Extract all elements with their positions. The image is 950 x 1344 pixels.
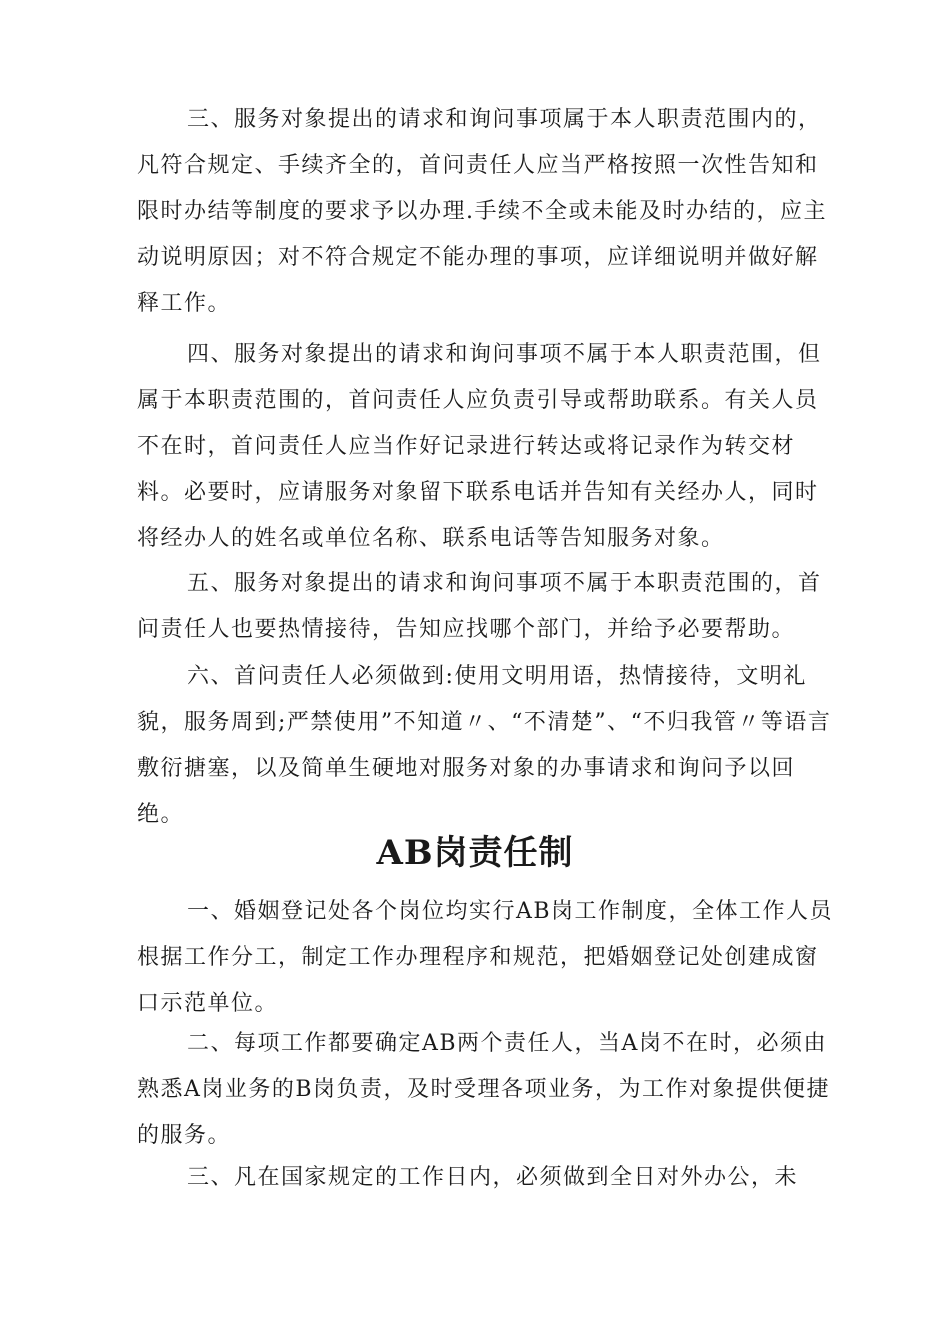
paragraph-4: 四、服务对象提出的请求和询问事项不属于本人职责范围，但属于本职责范围的，首问责任人应负责引导或帮助联系。有关人员不在时，首问责任人应当作好记录进行转达或将记录作为转交材料。必要时，应请服务对象留下联系电话并告知有关经办人，同时将经办人的姓名或单位名称、联系电话等告知服务对象。 <box>137 342 822 551</box>
ab-paragraph-2: 二、每项工作都要确定AB两个责任人，当A岗不在时，必须由熟悉A岗业务的B岗负责，及时受理各项业务，为工作对象提供便捷的服务。 <box>137 1031 831 1148</box>
paragraph-3: 三、服务对象提出的请求和询问事项属于本人职责范围内的，凡符合规定、手续齐全的，首问责任人应当严格按照一次性告知和限时办结等制度的要求予以办理.手续不全或未能及时办结的，应主动说明原因；对不符合规定不能办理的事项，应详细说明并做好解释工作。 <box>137 107 827 316</box>
ab-paragraph-1: 一、婚姻登记处各个岗位均实行AB岗工作制度，全体工作人员根据工作分工，制定工作办理程序和规范，把婚姻登记处创建成窗口示范单位。 <box>137 899 834 1016</box>
section-title: AB岗责任制 <box>376 833 574 873</box>
paragraph-6: 六、首问责任人必须做到:使用文明用语，热情接待，文明礼貌，服务周到;严禁使用”不知道〃、“不清楚”、“不归我管〃等语言敷衍搪塞，以及简单生硬地对服务对象的办事请求和询问予以回绝。 <box>137 664 832 827</box>
paragraph-5: 五、服务对象提出的请求和询问事项不属于本职责范围的，首问责任人也要热情接待，告知应找哪个部门，并给予必要帮助。 <box>137 571 822 642</box>
ab-paragraph-3: 三、凡在国家规定的工作日内，必须做到全日对外办公，未 <box>187 1165 799 1190</box>
